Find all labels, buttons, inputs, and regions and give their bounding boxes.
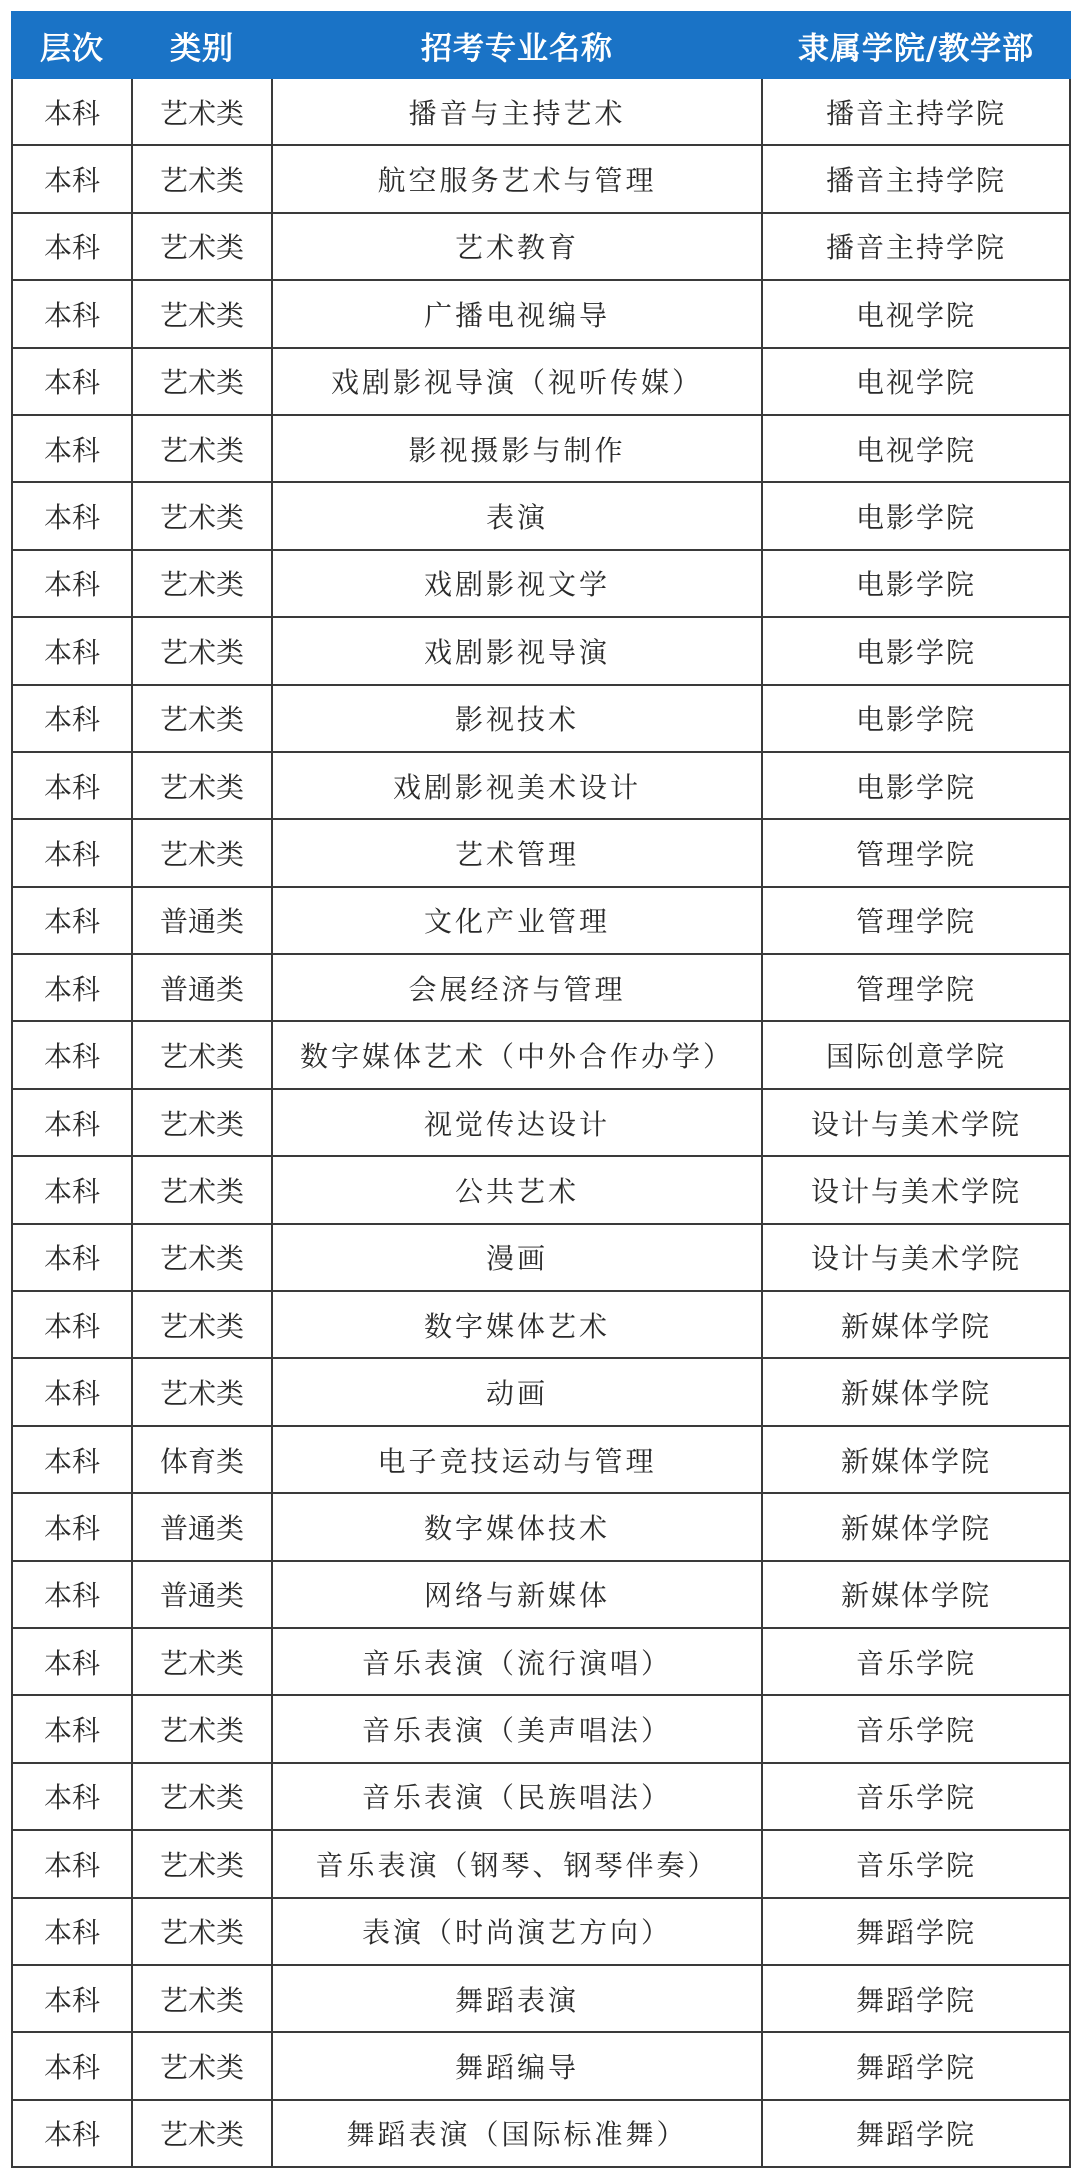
cell-major-name: 戏剧影视文学 — [272, 550, 762, 617]
cell-major-name: 艺术管理 — [272, 819, 762, 886]
cell-department: 设计与美术学院 — [762, 1156, 1070, 1223]
cell-level: 本科 — [12, 482, 132, 549]
cell-category: 艺术类 — [132, 1358, 272, 1425]
cell-department: 播音主持学院 — [762, 78, 1070, 145]
cell-category: 艺术类 — [132, 752, 272, 819]
cell-major-name: 数字媒体艺术 — [272, 1291, 762, 1358]
table-row — [12, 550, 1070, 617]
cell-department: 管理学院 — [762, 954, 1070, 1021]
cell-level: 本科 — [12, 819, 132, 886]
cell-department: 电视学院 — [762, 348, 1070, 415]
cell-category: 艺术类 — [132, 2100, 272, 2167]
cell-level: 本科 — [12, 1156, 132, 1223]
cell-level: 本科 — [12, 1291, 132, 1358]
cell-level: 本科 — [12, 415, 132, 482]
cell-department: 新媒体学院 — [762, 1291, 1070, 1358]
table-row — [12, 1224, 1070, 1291]
cell-level: 本科 — [12, 78, 132, 145]
cell-department: 电视学院 — [762, 280, 1070, 347]
cell-department: 电影学院 — [762, 617, 1070, 684]
table-row — [12, 145, 1070, 212]
table-row — [12, 617, 1070, 684]
table-row — [12, 1358, 1070, 1425]
cell-department: 音乐学院 — [762, 1830, 1070, 1897]
cell-category: 艺术类 — [132, 819, 272, 886]
cell-level: 本科 — [12, 1561, 132, 1628]
header-level: 层次 — [12, 12, 132, 78]
cell-major-name: 舞蹈表演（国际标准舞） — [272, 2100, 762, 2167]
header-department: 隶属学院/教学部 — [762, 12, 1070, 78]
cell-department: 播音主持学院 — [762, 213, 1070, 280]
table-row — [12, 280, 1070, 347]
cell-level: 本科 — [12, 145, 132, 212]
cell-category: 艺术类 — [132, 1089, 272, 1156]
cell-major-name: 表演 — [272, 482, 762, 549]
cell-major-name: 舞蹈表演 — [272, 1965, 762, 2032]
cell-category: 艺术类 — [132, 2032, 272, 2099]
table-row — [12, 213, 1070, 280]
cell-category: 艺术类 — [132, 685, 272, 752]
cell-major-name: 漫画 — [272, 1224, 762, 1291]
cell-level: 本科 — [12, 1224, 132, 1291]
cell-major-name: 音乐表演（美声唱法） — [272, 1695, 762, 1762]
cell-department: 新媒体学院 — [762, 1358, 1070, 1425]
cell-category: 艺术类 — [132, 1021, 272, 1088]
cell-major-name: 舞蹈编导 — [272, 2032, 762, 2099]
cell-major-name: 影视技术 — [272, 685, 762, 752]
table-row — [12, 685, 1070, 752]
cell-major-name: 视觉传达设计 — [272, 1089, 762, 1156]
cell-level: 本科 — [12, 1628, 132, 1695]
cell-level: 本科 — [12, 1493, 132, 1560]
cell-major-name: 网络与新媒体 — [272, 1561, 762, 1628]
cell-major-name: 电子竞技运动与管理 — [272, 1426, 762, 1493]
cell-category: 艺术类 — [132, 145, 272, 212]
cell-level: 本科 — [12, 752, 132, 819]
cell-category: 艺术类 — [132, 1628, 272, 1695]
table-row — [12, 78, 1070, 145]
cell-department: 舞蹈学院 — [762, 1965, 1070, 2032]
table-row — [12, 1493, 1070, 1560]
cell-level: 本科 — [12, 550, 132, 617]
cell-major-name: 音乐表演（民族唱法） — [272, 1763, 762, 1830]
cell-department: 电视学院 — [762, 415, 1070, 482]
cell-category: 艺术类 — [132, 617, 272, 684]
table-row — [12, 1156, 1070, 1223]
header-major-name: 招考专业名称 — [272, 12, 762, 78]
cell-category: 普通类 — [132, 1493, 272, 1560]
cell-department: 音乐学院 — [762, 1695, 1070, 1762]
table-row — [12, 482, 1070, 549]
cell-category: 艺术类 — [132, 550, 272, 617]
cell-department: 新媒体学院 — [762, 1426, 1070, 1493]
cell-major-name: 戏剧影视导演（视听传媒） — [272, 348, 762, 415]
cell-department: 国际创意学院 — [762, 1021, 1070, 1088]
cell-department: 舞蹈学院 — [762, 2032, 1070, 2099]
cell-level: 本科 — [12, 954, 132, 1021]
cell-category: 艺术类 — [132, 213, 272, 280]
majors-table-container — [11, 11, 1069, 2168]
cell-department: 音乐学院 — [762, 1628, 1070, 1695]
cell-major-name: 艺术教育 — [272, 213, 762, 280]
cell-major-name: 动画 — [272, 1358, 762, 1425]
cell-department: 新媒体学院 — [762, 1493, 1070, 1560]
cell-major-name: 戏剧影视美术设计 — [272, 752, 762, 819]
cell-department: 舞蹈学院 — [762, 1898, 1070, 1965]
table-row — [12, 1763, 1070, 1830]
cell-major-name: 广播电视编导 — [272, 280, 762, 347]
cell-level: 本科 — [12, 887, 132, 954]
cell-level: 本科 — [12, 1763, 132, 1830]
cell-category: 艺术类 — [132, 1695, 272, 1762]
cell-category: 艺术类 — [132, 1830, 272, 1897]
cell-department: 电影学院 — [762, 752, 1070, 819]
cell-level: 本科 — [12, 685, 132, 752]
cell-level: 本科 — [12, 1089, 132, 1156]
table-header-row — [12, 12, 1070, 78]
cell-department: 管理学院 — [762, 819, 1070, 886]
cell-category: 艺术类 — [132, 78, 272, 145]
cell-category: 艺术类 — [132, 482, 272, 549]
table-row — [12, 954, 1070, 1021]
cell-category: 艺术类 — [132, 1763, 272, 1830]
cell-major-name: 数字媒体技术 — [272, 1493, 762, 1560]
table-row — [12, 1426, 1070, 1493]
table-row — [12, 1089, 1070, 1156]
cell-category: 艺术类 — [132, 1898, 272, 1965]
table-row — [12, 415, 1070, 482]
cell-major-name: 音乐表演（流行演唱） — [272, 1628, 762, 1695]
table-row — [12, 887, 1070, 954]
cell-category: 艺术类 — [132, 1224, 272, 1291]
cell-level: 本科 — [12, 1965, 132, 2032]
table-row — [12, 1965, 1070, 2032]
table-row — [12, 2100, 1070, 2167]
table-row — [12, 1830, 1070, 1897]
cell-level: 本科 — [12, 2100, 132, 2167]
cell-department: 管理学院 — [762, 887, 1070, 954]
cell-level: 本科 — [12, 1426, 132, 1493]
table-row — [12, 348, 1070, 415]
cell-level: 本科 — [12, 1695, 132, 1762]
majors-table — [11, 11, 1071, 2168]
cell-level: 本科 — [12, 213, 132, 280]
table-row — [12, 1561, 1070, 1628]
cell-level: 本科 — [12, 1358, 132, 1425]
cell-major-name: 音乐表演（钢琴、钢琴伴奏） — [272, 1830, 762, 1897]
cell-category: 普通类 — [132, 954, 272, 1021]
cell-level: 本科 — [12, 348, 132, 415]
cell-category: 体育类 — [132, 1426, 272, 1493]
table-row — [12, 819, 1070, 886]
cell-major-name: 影视摄影与制作 — [272, 415, 762, 482]
cell-department: 音乐学院 — [762, 1763, 1070, 1830]
cell-level: 本科 — [12, 617, 132, 684]
cell-department: 设计与美术学院 — [762, 1089, 1070, 1156]
cell-major-name: 播音与主持艺术 — [272, 78, 762, 145]
cell-major-name: 文化产业管理 — [272, 887, 762, 954]
cell-department: 舞蹈学院 — [762, 2100, 1070, 2167]
cell-major-name: 航空服务艺术与管理 — [272, 145, 762, 212]
cell-category: 艺术类 — [132, 280, 272, 347]
cell-department: 播音主持学院 — [762, 145, 1070, 212]
table-row — [12, 1695, 1070, 1762]
cell-department: 电影学院 — [762, 685, 1070, 752]
cell-major-name: 戏剧影视导演 — [272, 617, 762, 684]
cell-major-name: 数字媒体艺术（中外合作办学） — [272, 1021, 762, 1088]
table-row — [12, 752, 1070, 819]
table-row — [12, 1291, 1070, 1358]
table-row — [12, 1021, 1070, 1088]
cell-category: 艺术类 — [132, 1965, 272, 2032]
cell-department: 电影学院 — [762, 482, 1070, 549]
cell-category: 普通类 — [132, 1561, 272, 1628]
table-row — [12, 2032, 1070, 2099]
cell-department: 新媒体学院 — [762, 1561, 1070, 1628]
cell-category: 艺术类 — [132, 1156, 272, 1223]
cell-category: 艺术类 — [132, 1291, 272, 1358]
table-row — [12, 1898, 1070, 1965]
cell-major-name: 表演（时尚演艺方向） — [272, 1898, 762, 1965]
cell-level: 本科 — [12, 2032, 132, 2099]
cell-major-name: 公共艺术 — [272, 1156, 762, 1223]
cell-level: 本科 — [12, 1898, 132, 1965]
cell-department: 电影学院 — [762, 550, 1070, 617]
cell-level: 本科 — [12, 1830, 132, 1897]
cell-category: 普通类 — [132, 887, 272, 954]
cell-level: 本科 — [12, 280, 132, 347]
cell-major-name: 会展经济与管理 — [272, 954, 762, 1021]
header-category: 类别 — [132, 12, 272, 78]
table-body — [12, 78, 1070, 2167]
cell-category: 艺术类 — [132, 415, 272, 482]
cell-level: 本科 — [12, 1021, 132, 1088]
cell-department: 设计与美术学院 — [762, 1224, 1070, 1291]
cell-category: 艺术类 — [132, 348, 272, 415]
table-row — [12, 1628, 1070, 1695]
